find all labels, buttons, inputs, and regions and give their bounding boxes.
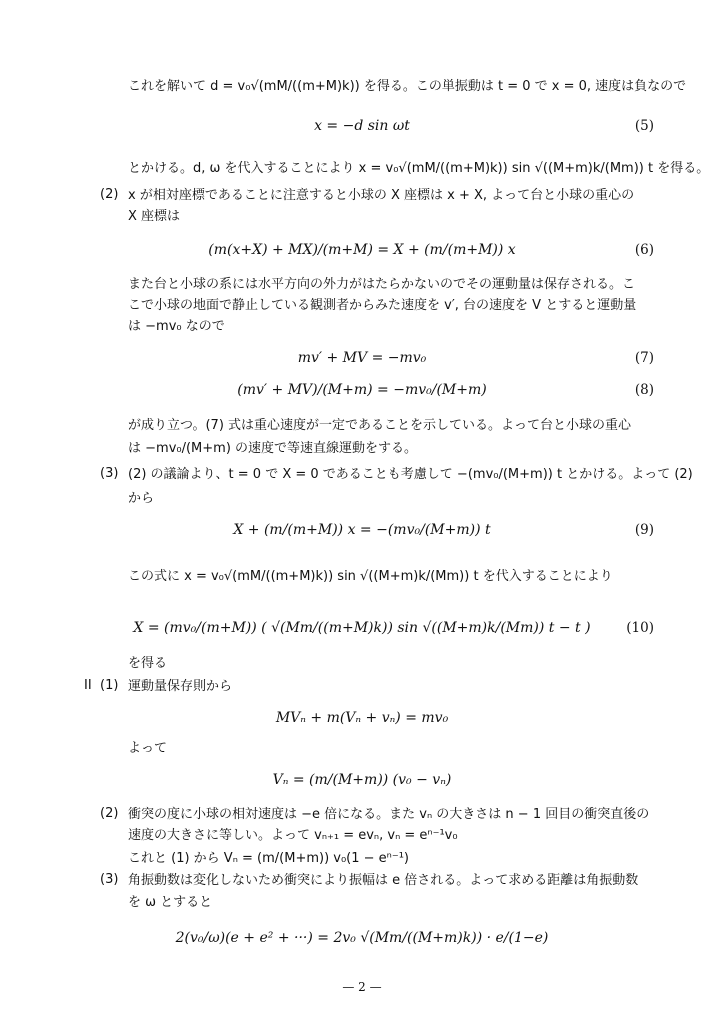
equation-7: mv′ + MV = −mv₀ <box>297 350 427 366</box>
text-line-p6: を得る <box>128 656 168 671</box>
text-line-p4a: が成り立つ。(7) 式は重心速度が一定であることを示している。よって台と小球の重心 <box>128 418 632 433</box>
equation-6: (m(x+X) + MX)/(m+M) = X + (m/(m+M)) x <box>208 242 516 258</box>
equation-II-distance: 2(v₀/ω)(e + e² + ···) = 2v₀ √(Mm/((M+m)k)) · e/(1−e) <box>175 930 549 946</box>
text-line-q2a: x が相対座標であることに注意すると小球の X 座標は x + X, よって台と小球の重心の <box>128 188 635 203</box>
equation-number-8: (8) <box>634 382 654 398</box>
question-label-II-2: (2) <box>100 806 119 821</box>
equation-number-5: (5) <box>634 118 654 134</box>
text-line-p3b: こで小球の地面で静止している観測者からみた速度を v′, 台の速度を V とすると運動量 <box>128 298 637 313</box>
equation-9: X + (m/(m+M)) x = −(mv₀/(M+m)) t <box>233 522 491 538</box>
page-number: — 2 — <box>342 980 382 994</box>
text-line-p4b: は −mv₀/(M+m) の速度で等速直線運動をする。 <box>128 441 418 456</box>
equation-number-10: (10) <box>626 620 654 636</box>
text-line-p2: とかける。d, ω を代入することにより x = v₀√(mM/((m+M)k)) sin √((M+m)k/(Mm)) t を得る。 <box>128 161 710 176</box>
text-line-q3b: から <box>128 491 155 506</box>
equation-II-Vn: Vₙ = (m/(M+m)) (v₀ − vₙ) <box>272 772 452 788</box>
text-line-II2a: 衝突の度に小球の相対速度は −e 倍になる。また vₙ の大きさは n − 1 回目の衝突直後の <box>128 807 650 822</box>
text-line-II1a: 運動量保存則から <box>128 679 233 694</box>
text-line-p1a: これを解いて d = v₀√(mM/((m+M)k)) を得る。この単振動は t = 0 で x = 0, 速度は負なので <box>128 79 687 94</box>
equation-II-momentum: MVₙ + m(Vₙ + vₙ) = mv₀ <box>275 710 449 726</box>
equation-number-9: (9) <box>634 522 654 538</box>
equation-number-6: (6) <box>634 242 654 258</box>
question-label-II-1: (1) <box>100 678 119 693</box>
text-line-II2b: 速度の大きさに等しい。よって vₙ₊₁ = evₙ, vₙ = eⁿ⁻¹v₀ <box>128 828 458 843</box>
text-line-p5: この式に x = v₀√(mM/((m+M)k)) sin √((M+m)k/(Mm)) t を代入することにより <box>128 569 613 584</box>
question-label-II-3: (3) <box>100 872 119 887</box>
equation-10: X = (mv₀/(m+M)) ( √(Mm/((m+M)k)) sin √((M+m)k/(Mm)) t − t ) <box>133 620 591 636</box>
equation-5: x = −d sin ωt <box>314 118 410 134</box>
equation-number-7: (7) <box>634 350 654 366</box>
text-line-II3b: を ω とすると <box>128 895 213 910</box>
text-line-II3a: 角振動数は変化しないため衝突により振幅は e 倍される。よって求める距離は角振動数 <box>128 873 639 888</box>
text-line-q2b: X 座標は <box>128 209 181 224</box>
text-line-II1b: よって <box>128 741 168 756</box>
question-label-2: (2) <box>100 187 119 202</box>
text-line-q3a: (2) の議論より、t = 0 で X = 0 であることも考慮して −(mv₀/(M+m)) t とかける。よって (2) <box>128 467 693 482</box>
equation-8: (mv′ + MV)/(M+m) = −mv₀/(M+m) <box>237 382 487 398</box>
text-line-p3a: また台と小球の系には水平方向の外力がはたらかないのでその運動量は保存される。こ <box>128 277 636 292</box>
text-line-II2c: これと (1) から Vₙ = (m/(M+m)) v₀(1 − eⁿ⁻¹) <box>128 851 410 866</box>
question-label-3: (3) <box>100 466 119 481</box>
text-line-p3c: は −mv₀ なので <box>128 319 225 334</box>
section-label-II: II <box>84 678 92 693</box>
